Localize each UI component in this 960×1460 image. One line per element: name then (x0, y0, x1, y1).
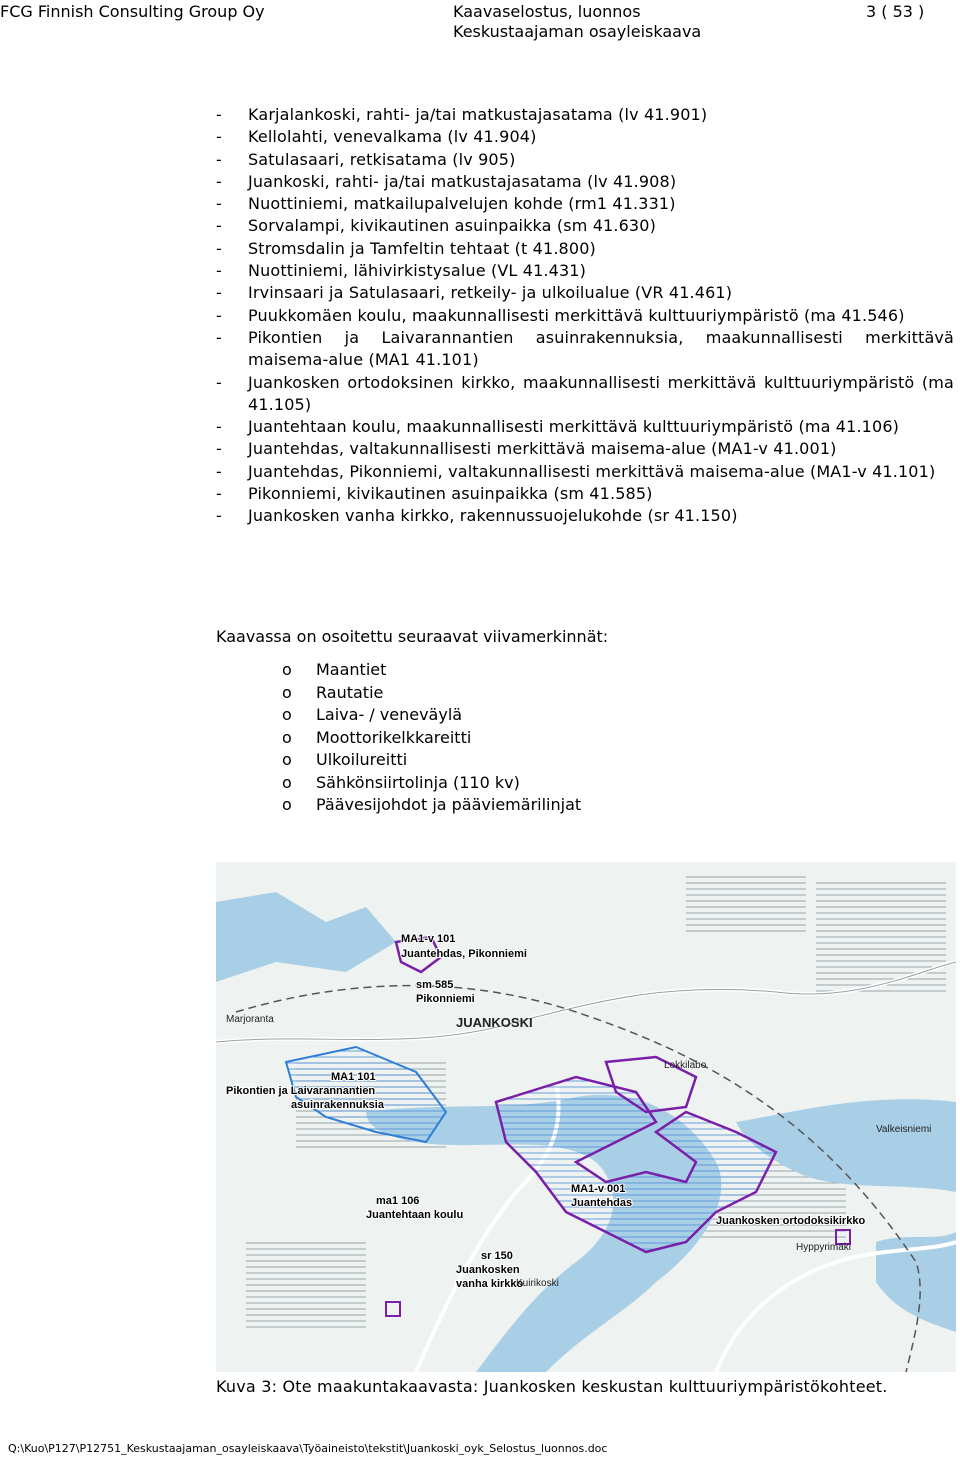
list-item-label: Sähkönsiirtolinja (110 kv) (316, 772, 520, 792)
page-header (0, 0, 960, 44)
figure-caption: Kuva 3: Ote maakuntakaavasta: Juankosken keskustan kulttuuriympäristökohteet. (216, 1377, 888, 1396)
company-name: FCG Finnish Consulting Group Oy (0, 2, 265, 21)
map-place-lokkilabo: Lokkilabo (664, 1060, 707, 1071)
map-label-ma1-101: MA1 101 (331, 1071, 376, 1083)
hatched-area (246, 1242, 366, 1332)
map-label-ortodoksikirkko: Juankosken ortodoksikirkko (716, 1215, 866, 1227)
list-item: - Kellolahti, venevalkama (lv 41.904) (216, 126, 954, 148)
map-label-vanha-kirkko: vanha kirkko (456, 1278, 524, 1290)
object-list (216, 104, 954, 528)
list-item: - Juantehtaan koulu, maakunnallisesti merkittävä kulttuuriympäristö (ma 41.106) (216, 416, 954, 438)
list-item: - Juantehdas, valtakunnallisesti merkittävä maisema-alue (MA1-v 41.001) (216, 438, 954, 460)
bullet-icon: o (282, 727, 292, 747)
object-list-section (216, 104, 954, 528)
list-item: - Pikontien ja Laivarannantien asuinrakennuksia, maakunnallisesti merkittävä maisema-alue (MA1 41.101) (216, 327, 954, 372)
list-item: - Irvinsaari ja Satulasaari, retkeily- ja ulkoilualue (VR 41.461) (216, 282, 954, 304)
map-label-ma1v-001: MA1-v 001 (571, 1183, 626, 1195)
map-label-asuinrakennuksia: asuinrakennuksia (291, 1099, 384, 1111)
bullet-icon: o (282, 795, 292, 814)
map-place-hyppyrimaki: Hyppyrimäki (796, 1242, 852, 1253)
list-item (216, 704, 581, 727)
map-place-kuirikoski: Kuirikoski (516, 1278, 559, 1289)
list-item-label: Päävesijohdot ja pääviemärilinjat (316, 795, 582, 814)
line-markings-list (216, 659, 581, 817)
list-item: - Juantehdas, Pikonniemi, valtakunnallisesti merkittävä maisema-alue (MA1-v 41.101) (216, 461, 954, 483)
list-item: - Juankosken vanha kirkko, rakennussuojelukohde (sr 41.150) (216, 505, 954, 527)
map-label-juankosken: Juankosken (456, 1264, 520, 1276)
list-item-label: Rautatie (316, 682, 384, 702)
map-label-ma1-106: ma1 106 (376, 1195, 420, 1207)
list-item: - Juankosken ortodoksinen kirkko, maakunnallisesti merkittävä kulttuuriympäristö (ma 41.105) (216, 372, 954, 417)
page-number: 3 ( 53 ) (866, 2, 925, 21)
hatched-area (686, 872, 806, 932)
list-item: - Satulasaari, retkisatama (lv 905) (216, 149, 954, 171)
hatched-area (816, 882, 946, 992)
line-markings-intro: Kaavassa on osoitettu seuraavat viivamerkinnät: (216, 627, 609, 646)
map-label-juantehdas-pikonniemi: Juantehdas, Pikonniemi (401, 948, 527, 960)
bullet-icon: o (282, 750, 292, 769)
map-label-ma1v-101: MA1-v 101 (401, 933, 456, 945)
list-item: - Puukkomäen koulu, maakunnallisesti merkittävä kulttuuriympäristö (ma 41.546) (216, 305, 954, 327)
list-item-label: Laiva- / veneväylä (316, 705, 463, 724)
list-item-label: Maantiet (316, 660, 387, 679)
list-item (216, 659, 581, 682)
list-item (216, 682, 581, 705)
map-label-juantehdas: Juantehdas (571, 1197, 633, 1209)
map-place-juankoski: JUANKOSKI (456, 1015, 533, 1030)
list-item: - Juankoski, rahti- ja/tai matkustajasatama (lv 41.908) (216, 171, 954, 193)
bullet-icon: o (282, 772, 292, 792)
map-place-valkeisniemi: Valkeisniemi (876, 1124, 932, 1135)
map-label-pikontien: Pikontien ja Laivarannantien (226, 1085, 376, 1097)
list-item-label: Moottorikelkkareitti (316, 727, 472, 747)
map-label-sr150: sr 150 (481, 1250, 513, 1262)
list-item (216, 772, 581, 795)
map-place-marjoranta: Marjoranta (226, 1014, 274, 1025)
map-label-pikonniemi: Pikonniemi (416, 993, 475, 1005)
bullet-icon: o (282, 660, 292, 679)
list-item (216, 794, 581, 817)
list-item: - Stromsdalin ja Tamfeltin tehtaat (t 41.800) (216, 238, 954, 260)
map-graphic (216, 862, 956, 1372)
list-item: - Nuottiniemi, matkailupalvelujen kohde (rm1 41.331) (216, 193, 954, 215)
list-item-label: Ulkoilureitti (316, 750, 408, 769)
list-item: - Sorvalampi, kivikautinen asuinpaikka (sm 41.630) (216, 215, 954, 237)
list-item (216, 727, 581, 750)
document-title: Kaavaselostus, luonnos (453, 2, 641, 21)
map-label-juantehtaan-koulu: Juantehtaan koulu (366, 1209, 464, 1221)
document-subtitle: Keskustaajaman osayleiskaava (453, 22, 702, 41)
file-path-footer: Q:\Kuo\P127\P12751_Keskustaajaman_osayleiskaava\Työaineisto\tekstit\Juankoski_oyk_Selostus_luonnos.doc (8, 1442, 608, 1455)
map-label-sm585: sm 585 (416, 979, 454, 991)
list-item: - Nuottiniemi, lähivirkistysalue (VL 41.431) (216, 260, 954, 282)
bullet-icon: o (282, 682, 292, 702)
list-item: - Pikonniemi, kivikautinen asuinpaikka (sm 41.585) (216, 483, 954, 505)
bullet-icon: o (282, 705, 292, 724)
regional-plan-map (216, 862, 956, 1372)
list-item (216, 749, 581, 772)
list-item: - Karjalankoski, rahti- ja/tai matkustajasatama (lv 41.901) (216, 104, 954, 126)
